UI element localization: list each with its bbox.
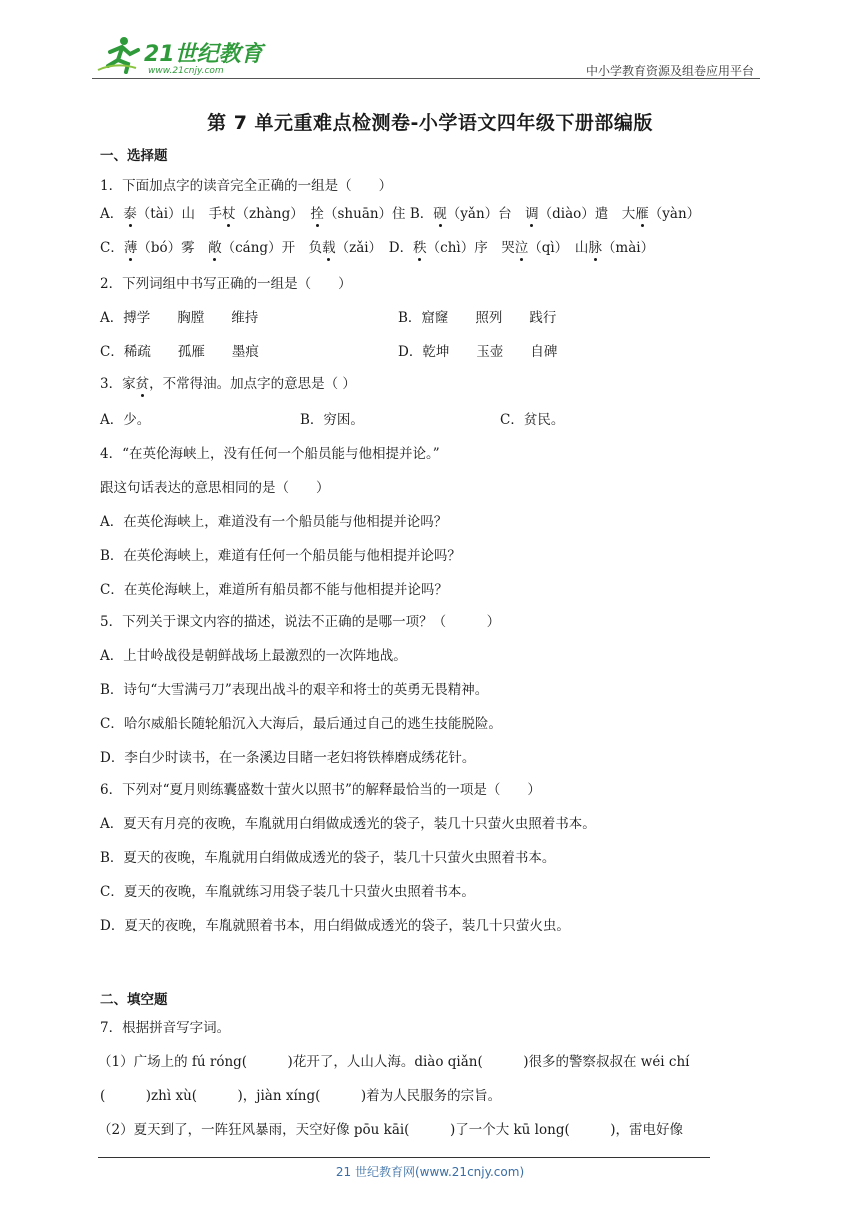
q1-option-a: A．泰（tài）山 手杖（zhàng） 拴（shuān）住 B．砚（yǎn）台 调（diào）遣 大雁（yàn） [100,206,701,222]
q5-stem: 5．下列关于课文内容的描述，说法不正确的是哪一项？（ ） [100,614,501,630]
q2-option-c: C．稀疏 孤雁 墨痕 [100,344,259,360]
section-fill-heading: 二、填空题 [100,992,168,1008]
logo [96,34,276,76]
q1-option-c: C．薄（bó）雾 敞（cáng）开 负载（zǎi） D．秩（chì）序 哭泣（qì） 山脉（mài） [100,240,655,256]
q7-line-3: （2）夏天到了，一阵狂风暴雨，天空好像 pōu kāi( )了一个大 kū long( )，雷电好像 [98,1122,683,1138]
q2-option-a: A．搏学 胸膛 维持 [100,310,259,326]
q2-option-d: D．乾坤 玉壶 自碑 [398,344,558,360]
q5-option-c: C．哈尔威船长随轮船沉入大海后，最后通过自己的逃生技能脱险。 [100,716,502,732]
q7-stem: 7．根据拼音写字词。 [100,1020,231,1036]
q3-option-a: A．少。 [100,412,151,428]
q4-option-b: B．在英伦海峡上，难道有任何一个船员能与他相提并论吗？ [100,548,461,564]
q1-stem: 1．下面加点字的读音完全正确的一组是（ ） [100,178,393,194]
q6-option-d: D．夏天的夜晚，车胤就照着书本，用白绢做成透光的袋子，装几十只萤火虫。 [100,918,570,934]
q5-option-a: A．上甘岭战役是朝鲜战场上最激烈的一次阵地战。 [100,648,407,664]
footer-divider [98,1157,710,1158]
logo-url: www.21cnjy.com [148,66,224,76]
q4-stem: 4．“在英伦海峡上，没有任何一个船员能与他相提并论。” [100,446,440,462]
logo-text: 21世纪教育 [144,42,263,67]
q4-sub: 跟这句话表达的意思相同的是（ ） [100,480,330,496]
q7-line-1: （1）广场上的 fú róng( )花开了，人山人海。diào qiǎn( )很多的警察叔叔在 wéi chí [98,1054,690,1070]
q5-option-d: D．李白少时读书，在一条溪边目睹一老妇将铁棒磨成绣花针。 [100,750,476,766]
q6-option-c: C．夏天的夜晚，车胤就练习用袋子装几十只萤火虫照着书本。 [100,884,475,900]
q3-stem: 3．家贫，不常得油。加点字的意思是（ ） [100,376,356,392]
q6-stem: 6．下列对“夏月则练囊盛数十萤火以照书”的解释最恰当的一项是（ ） [100,782,541,798]
q3-option-c: C．贫民。 [500,412,565,428]
q4-option-c: C．在英伦海峡上，难道所有船员都不能与他相提并论吗？ [100,582,448,598]
page-title: 第 7 单元重难点检测卷-小学语文四年级下册部编版 [207,112,653,134]
q6-option-a: A．夏天有月亮的夜晚，车胤就用白绢做成透光的袋子，装几十只萤火虫照着书本。 [100,816,596,832]
q6-option-b: B．夏天的夜晚，车胤就用白绢做成透光的袋子，装几十只萤火虫照着书本。 [100,850,556,866]
section-choice-heading: 一、选择题 [100,148,168,164]
platform-name: 中小学教育资源及组卷应用平台 [585,64,754,78]
q3-option-b: B．穷困。 [300,412,364,428]
q7-line-2: ( )zhì xù( )，jiàn xíng( )着为人民服务的宗旨。 [100,1088,502,1104]
footer-text: 21 世纪教育网(www.21cnjy.com) [335,1165,525,1179]
runner-icon [98,37,138,72]
q5-option-b: B．诗句“大雪满弓刀”表现出战斗的艰辛和将士的英勇无畏精神。 [100,682,489,698]
q2-option-b: B．窟窿 照列 践行 [398,310,557,326]
page-header [92,32,760,79]
q4-option-a: A．在英伦海峡上，难道没有一个船员能与他相提并论吗？ [100,514,448,530]
q2-stem: 2．下列词组中书写正确的一组是（ ） [100,276,352,292]
